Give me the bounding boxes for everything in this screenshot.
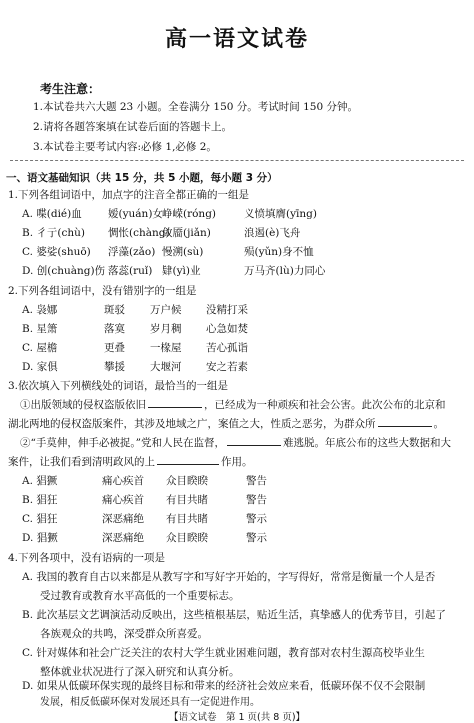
passage-line [20, 435, 451, 450]
option-cell: C. 猖狂 [22, 513, 58, 525]
option-cell: 落蕊(ruǐ) [108, 265, 153, 277]
question-3-stem: 3.依次填入下列横线处的词语，最恰当的一组是 [8, 380, 229, 392]
option-cell: D. 创(chuàng)伤 [22, 265, 106, 277]
q2-option-c [22, 340, 266, 355]
question-2-stem: 2.下列各组词语中，没有错别字的一组是 [8, 285, 197, 297]
q4-option-c-line1: C. 针对媒体和社会广泛关注的农村大学生就业困难问题，教育部对农村生源高校毕业生 [22, 647, 425, 659]
q1-option-a [22, 206, 324, 221]
passage-text: ②“手莫伸，伸手必被捉。”党和人民在监督， [20, 437, 225, 449]
notice-item: 2.请将各题答案填在试卷后面的答题卡上。 [33, 121, 233, 133]
answer-blank [378, 417, 432, 427]
option-cell: 众目睽睽 [166, 532, 208, 544]
section-heading: 一、语文基础知识（共 15 分，共 5 小题，每小题 3 分） [6, 172, 278, 184]
passage-text: 难逃脱。年底公布的这些大数据和大 [283, 437, 451, 449]
option-cell: 浪遏(è)飞舟 [244, 227, 301, 239]
option-cell: A. 猖獗 [22, 475, 58, 487]
question-1-stem: 1.下列各组词语中，加点字的注音全都正确的一组是 [8, 189, 250, 201]
option-cell: 痛心疾首 [102, 475, 144, 487]
q4-option-a-line1: A. 我国的教育自古以来都是从教写字和写好字开始的，字写得好，常常是衡量一个人是否 [22, 571, 436, 583]
option-cell: 警示 [246, 513, 267, 525]
notice-item: 1.本试卷共六大题 23 小题。全卷满分 150 分。考试时间 150 分钟。 [33, 101, 358, 113]
passage-text: 案件，让我们看到清明政风的上 [8, 456, 155, 468]
option-cell: A. 袅娜 [22, 304, 58, 316]
q4-option-c-line2: 整体就业状况进行了深入研究和认真分析。 [40, 666, 240, 678]
q4-option-d-line2: 发展，相反低碳环保对发展还具有一定促进作用。 [40, 697, 260, 708]
option-cell: 大堰河 [150, 361, 182, 373]
notice-heading: 考生注意： [40, 82, 101, 96]
option-cell: D. 家俱 [22, 361, 58, 373]
option-cell: 敛靥(jiǎn) [162, 227, 211, 239]
q1-option-b [22, 225, 324, 240]
option-cell: 心急如焚 [206, 323, 248, 335]
passage-line [20, 397, 446, 412]
option-cell: 安之若素 [206, 361, 248, 373]
option-cell: 苦心孤诣 [206, 342, 248, 354]
notice-item: 3.本试卷主要考试内容:必修 1,必修 2。 [33, 141, 217, 153]
option-cell: 攀援 [104, 361, 125, 373]
option-cell: 嫒(yuán)女 [108, 208, 163, 220]
option-cell: B. 猖狂 [22, 494, 58, 506]
passage-line [8, 416, 444, 431]
passage-text: ①出版领域的侵权盗版依旧 [20, 399, 146, 411]
option-cell: 肄(yì)业 [162, 265, 201, 277]
option-cell: 斑驳 [104, 304, 125, 316]
option-cell: 警示 [246, 532, 267, 544]
option-cell: 万户候 [150, 304, 182, 316]
option-cell: B. 星箫 [22, 323, 58, 335]
option-cell: 没精打采 [206, 304, 248, 316]
divider [10, 160, 464, 161]
q4-option-d-line1: D. 如果从低碳环保实现的最终目标和带来的经济社会效应来看，低碳环保不仅不会限制 [22, 680, 426, 692]
page-footer [0, 709, 474, 723]
option-cell: A. 喋(dié)血 [22, 208, 82, 220]
answer-blank [227, 436, 281, 446]
option-cell: 有目共睹 [166, 513, 208, 525]
q3-option-a [22, 473, 306, 488]
q2-option-a [22, 302, 266, 317]
passage-text: 作用。 [221, 456, 253, 468]
q2-option-b [22, 321, 266, 336]
option-cell: 慢溯(sù) [162, 246, 204, 258]
option-cell: C. 屋檐 [22, 342, 58, 354]
q4-option-b-line2: 各族观众的共鸣，深受群众所喜爱。 [40, 628, 208, 640]
answer-blank [157, 455, 219, 465]
question-4-stem: 4.下列各项中，没有语病的一项是 [8, 552, 166, 564]
q3-option-b [22, 492, 306, 507]
option-cell: B. 彳亍(chù) [22, 227, 85, 239]
q1-option-c [22, 244, 324, 259]
option-cell: 一椽屋 [150, 342, 182, 354]
option-cell: 警告 [246, 494, 267, 506]
q4-option-b-line1: B. 此次基层文艺调演活动反映出，这些植根基层，贴近生活，真挚感人的优秀节目，引起了 [22, 609, 446, 621]
option-cell: C. 婆娑(shuō) [22, 246, 91, 258]
option-cell: 深恶痛绝 [102, 513, 144, 525]
option-cell: 殒(yǔn)身不恤 [244, 246, 314, 258]
passage-text: 。 [433, 418, 444, 430]
passage-text: 湖北两地的侵权盗版案件，其涉及地域之广，案值之大，性质之恶劣，为群众所 [8, 418, 376, 430]
option-cell: 落寞 [104, 323, 125, 335]
option-cell: 众目睽睽 [166, 475, 208, 487]
q1-option-d [22, 263, 324, 278]
q2-option-d [22, 359, 266, 374]
passage-text: ，已经成为一种顽疾和社会公害。此次公布的北京和 [204, 399, 446, 411]
option-cell: 更叠 [104, 342, 125, 354]
page-title: 高一语文试卷 [164, 27, 309, 52]
option-cell: D. 猖獗 [22, 532, 58, 544]
answer-blank [148, 398, 202, 408]
q3-option-d [22, 530, 306, 545]
q3-option-c [22, 511, 306, 526]
option-cell: 警告 [246, 475, 267, 487]
footer-text: 【语文试卷 第 1 页(共 8 页)】 [168, 712, 306, 723]
option-cell: 惆怅(chàng) [108, 227, 170, 239]
passage-line [8, 454, 253, 469]
option-cell: 浮藻(zǎo) [108, 246, 156, 258]
option-cell: 峥嵘(róng) [162, 208, 217, 220]
option-cell: 义愤填膺(yīng) [244, 208, 317, 220]
option-cell: 万马齐(lù)力同心 [244, 265, 326, 277]
option-cell: 痛心疾首 [102, 494, 144, 506]
option-cell: 岁月稠 [150, 323, 182, 335]
option-cell: 深恶痛绝 [102, 532, 144, 544]
q4-option-a-line2: 受过教育或教育水平高低的一个重要标志。 [40, 590, 240, 602]
option-cell: 有目共睹 [166, 494, 208, 506]
